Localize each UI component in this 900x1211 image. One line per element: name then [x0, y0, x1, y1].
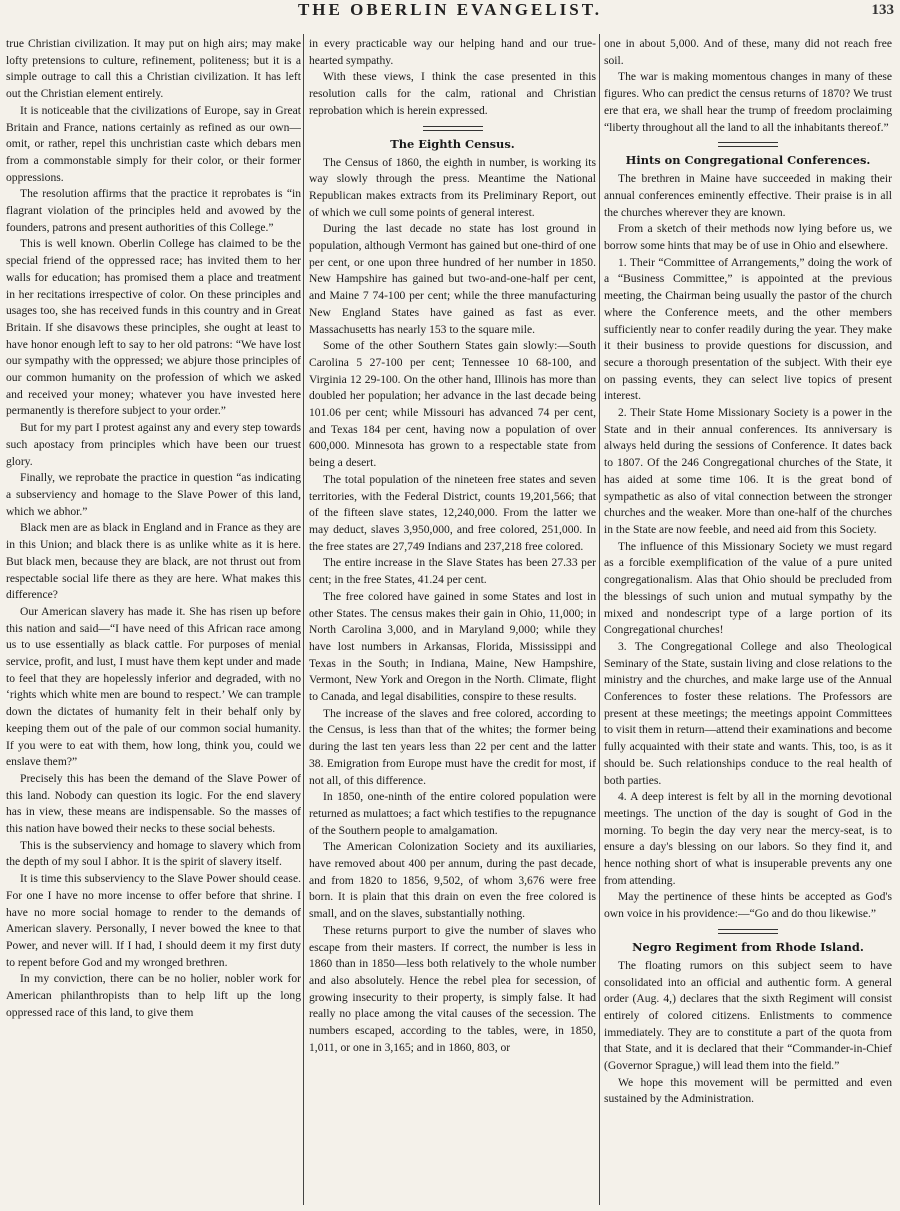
section-divider: [718, 142, 778, 147]
paragraph: 4. A deep interest is felt by all in the morning devotional meetings. The unction of the day is sought of God in the morning. To begin the day very near the mercy-seat, is to ensure a day's blessing on our labors. So they find it, and hence nothing short of what is insuperable prevents any one from attending.: [604, 790, 892, 887]
paragraph: The brethren in Maine have succeeded in making their annual conferences eminently effective. Their praise is in all the churches wherever they are known.: [604, 172, 892, 219]
paragraph: The war is making momentous changes in many of these figures. Who can predict the census returns of 1870? We trust ere that era, we shall hear the trump of freedom proclaiming “liberty throughout all the land to all the inhabitants thereof.”: [604, 70, 892, 134]
paragraph: But for my part I protest against any and every step towards such apostacy from principles which have been our truest glory.: [6, 421, 301, 468]
paragraph: Finally, we reprobate the practice in question “as indicating a subserviency and homage to the Slave Power of this land, which we abhor.”: [6, 471, 301, 518]
paragraph: The free colored have gained in some States and lost in other States. The census makes their gain in Ohio, 11,000; in North Carolina 3,000, and in Maryland 9,000; while they have lost numbers in Arkansas, Florida, Mississippi and Texas in the South; in Indiana, Maine, New Hampshire, Vermont, New York and Oregon in the North. Climate, flight to Canada, and legal disabilities, conspire to these results.: [309, 589, 596, 704]
paragraph: The increase of the slaves and free colored, according to the Census, is less than that of the whites; the former being during the last ten years less than 22 per cent and the latter 38. Emigration from Europe must have the credit for most, if not all, of this difference.: [309, 706, 596, 787]
page-number: 133: [871, 2, 894, 18]
paragraph: The entire increase in the Slave States has been 27.33 per cent; in the free States, 41.24 per cent.: [309, 556, 596, 587]
paragraph: During the last decade no state has lost ground in population, although Vermont has gained but one-third of one per cent, or one upon three hundred of her number in 1850. New Hampshire has gained but two-and-one-half per cent, and Maine 7 74-100 per cent; while the three manufacturing New England States have gained as fast as ever. Massachusetts has nearly 153 to the square mile.: [309, 222, 596, 336]
paragraph: The influence of this Missionary Society we must regard as a forcible exemplification of the value of a pure united congregationalism. Alas that Ohio should be precluded from the blessings of such union and mutual sympathy by the mixed and nondescript type of a large portion of its Congregational churches!: [604, 539, 892, 637]
article-heading: The Eighth Census.: [390, 136, 515, 151]
paragraph: 1. Their “Committee of Arrangements,” doing the work of a “Business Committee,” is appointed at the previous meeting, the Chairman being usually the pastor of the church where the Conference meets, and the other members sufficiently near to confer readily during the year. They make it their business to provide questions for discussion, and secure a thorough presentation of the subject. With their eye on passing events, they can select live topics of present interest.: [604, 255, 892, 403]
section-divider: [423, 126, 483, 131]
paragraph: It is time this subserviency to the Slave Power should cease. For one I have no more incense to offer before that shrine. I have no more social homage to render to the demands of American slavery. Personally, I never bowed the knee to that Power, and never will. If I had, I should deem it my first duty to repent before God and my wronged brethren.: [6, 872, 301, 969]
paragraph: In 1850, one-ninth of the entire colored population were returned as mulattoes; a fact which testifies to the repugnance of the Southern people to amalgamation.: [309, 790, 596, 837]
paragraph: Our American slavery has made it. She has risen up before this nation and said—“I have need of this African race among us to use essentially as black cattle. For purposes of menial service, profit, and lust, I must have them kept under and made to feel that they are hopelessly inferior and degraded, with no ‘rights which white men are bound to respect.’ We can trample down the dictates of humanity felt in their behalf only by keeping them out of the pale of our common social humanity. If you were to eat with them, how long, think you, could we enslave them?”: [6, 604, 301, 769]
paragraph: This is well known. Oberlin College has claimed to be the special friend of the oppressed race; has invited them to her walls for education; has promised them a place and treatment in her recitations irrespective of color. On these principles and usages too, she has received funds in this country and in Great Britain. If she disavows these principles, she ought at least to have honor enough left to say to her old patrons: “We have lost our sympathy with the oppressed; we abjure those principles of our common humanity on the profession of which we asked and received your money; whatever you have invested here permanently is therefore subject to your order.”: [6, 237, 301, 418]
paragraph: This is the subserviency and homage to slavery which from the depth of my soul I abhor. It is the spirit of slavery itself.: [6, 838, 301, 869]
paragraph: 3. The Congregational College and also Theological Seminary of the State, sustain living and close relations to the ministry and the churches, and make large use of the Annual Conferences to foster these relations. The Professors are present at these meetings; the meetings appoint Committees to visit them in return—attend their examinations and become fully acquainted with their state and wants. This, too, is as it should be. Such relationships conduce to the real health of both parties.: [604, 639, 892, 787]
paragraph: Some of the other Southern States gain slowly:—South Carolina 5 27-100 per cent; Tennessee 10 68-100, and Virginia 12 29-100. On the other hand, Illinois has more than doubled her population; her advance in the last decade being 101.06 per cent; while Missouri has advanced 74 per cent, and Texas 184 per cent, having now a population of over 600,000. Minnesota has grown to a respectable state from being a desert.: [309, 339, 596, 470]
column-1: [6, 36, 301, 1209]
section-divider: [718, 929, 778, 934]
column-2: [309, 36, 596, 1209]
paragraph: The total population of the nineteen free states and seven territories, with the Federal District, counts 19,201,566; that of the fifteen slave states, 12,240,000. From the latter we may deduct, slaves 3,950,000, and free colored, 251,000. In the free states are 27,749 Indians and 237,218 free colored.: [309, 472, 596, 553]
paragraph: The floating rumors on this subject seem to have consolidated into an official and authentic form. A general order (Aug. 4,) declares that the sixth Regiment will consist entirely of colored citizens. Enlistments to commence immediately. They are to constitute a part of the quota from that State, and it is declared that their “Commander-in-Chief (Governor Sprague,) will lead them into the field.”: [604, 958, 892, 1073]
paragraph: one in about 5,000. And of these, many did not reach free soil.: [604, 37, 892, 67]
paragraph: In my conviction, there can be no holier, nobler work for American philanthropists than to help lift up the long oppressed race of this land, to give them: [6, 972, 301, 1019]
paragraph: We hope this movement will be permitted and even sustained by the Administration.: [604, 1075, 892, 1106]
paragraph: Black men are as black in England and in France as they are in this Union; and black there is as unlike white as it is here. But black men, because they are black, are not thrust out from respectable social life there as they are here. What makes this difference?: [6, 521, 301, 602]
paragraph: From a sketch of their methods now lying before us, we borrow some hints that may be of use in Ohio and elsewhere.: [604, 222, 892, 253]
paragraph: 2. Their State Home Missionary Society is a power in the State and in their annual conferences. Its anniversary is always held during the sessions of Conference. It dates back to 1807. Of the 246 Congregational churches of the State, it has aided at some time 106. It is the great bond of sympathetic as also of vital connection between the stronger churches and the weaker. More than one-half of the churches in the State are now feeble, and need aid from this Society.: [604, 406, 892, 536]
paragraph: These returns purport to give the number of slaves who escape from their masters. If correct, the number is less in 1860 than in 1850—less both relatively to the whole number and also absolutely. Hence the rebel plea for secession, of growing insecurity to their property, is simply false. It had really no place among the vital causes of the secession. The numbers escaped, according to the tables, were, in 1850, 1,011, or one in 3,165; and in 1860, 803, or: [309, 923, 596, 1054]
paragraph: in every practicable way our helping hand and our true-hearted sympathy.: [309, 37, 596, 67]
paragraph: Precisely this has been the demand of the Slave Power of this land. Nobody can question its logic. For the end slavery has in view, these means are indispensable. So the masses of this nation have bowed their necks to these social behests.: [6, 771, 301, 836]
column-3: [604, 36, 892, 1209]
paragraph: May the pertinence of these hints be accepted as God's own voice in his providence:—“Go and do thou likewise.”: [604, 890, 892, 921]
column-rule: [303, 34, 304, 1205]
article-heading: Hints on Congregational Conferences.: [625, 153, 871, 168]
masthead-title: THE OBERLIN EVANGELIST.: [297, 0, 603, 19]
paragraph: It is noticeable that the civilizations of Europe, say in Great Britain and France, nations certainly as refined as our own—omit, or rather, repel this unchristian caste which debars men from a commonstable simply for their color, or their former oppressions.: [6, 103, 301, 184]
column-rule: [599, 34, 600, 1205]
paragraph: The American Colonization Society and its auxiliaries, have removed about 400 per annum, during the past decade, and from 1820 to 1856, 9,502, of whom 3,676 were free born. It is plain that this drain on even the free colored is small, and on the slaves, substantially nothing.: [309, 840, 596, 921]
paragraph: With these views, I think the case presented in this resolution calls for the calm, rational and Christian reprobation which is herein expressed.: [309, 70, 596, 117]
paragraph: The resolution affirms that the practice it reprobates is “in flagrant violation of the principles held and avowed by the founders, patrons and present authorities of this College.”: [6, 187, 301, 234]
paragraph: The Census of 1860, the eighth in number, is working its way slowly through the press. Meantime the National Republican makes extracts from its Preliminary Report, out of which we cull some points of general interest.: [309, 155, 596, 219]
paragraph: true Christian civilization. It may put on high airs; may make lofty pretensions to culture, refinement, politeness; but it is a simple outrage to call this a Christian civilization. It has left out the Christian element entirely.: [6, 37, 301, 101]
article-heading: Negro Regiment from Rhode Island.: [632, 939, 864, 954]
